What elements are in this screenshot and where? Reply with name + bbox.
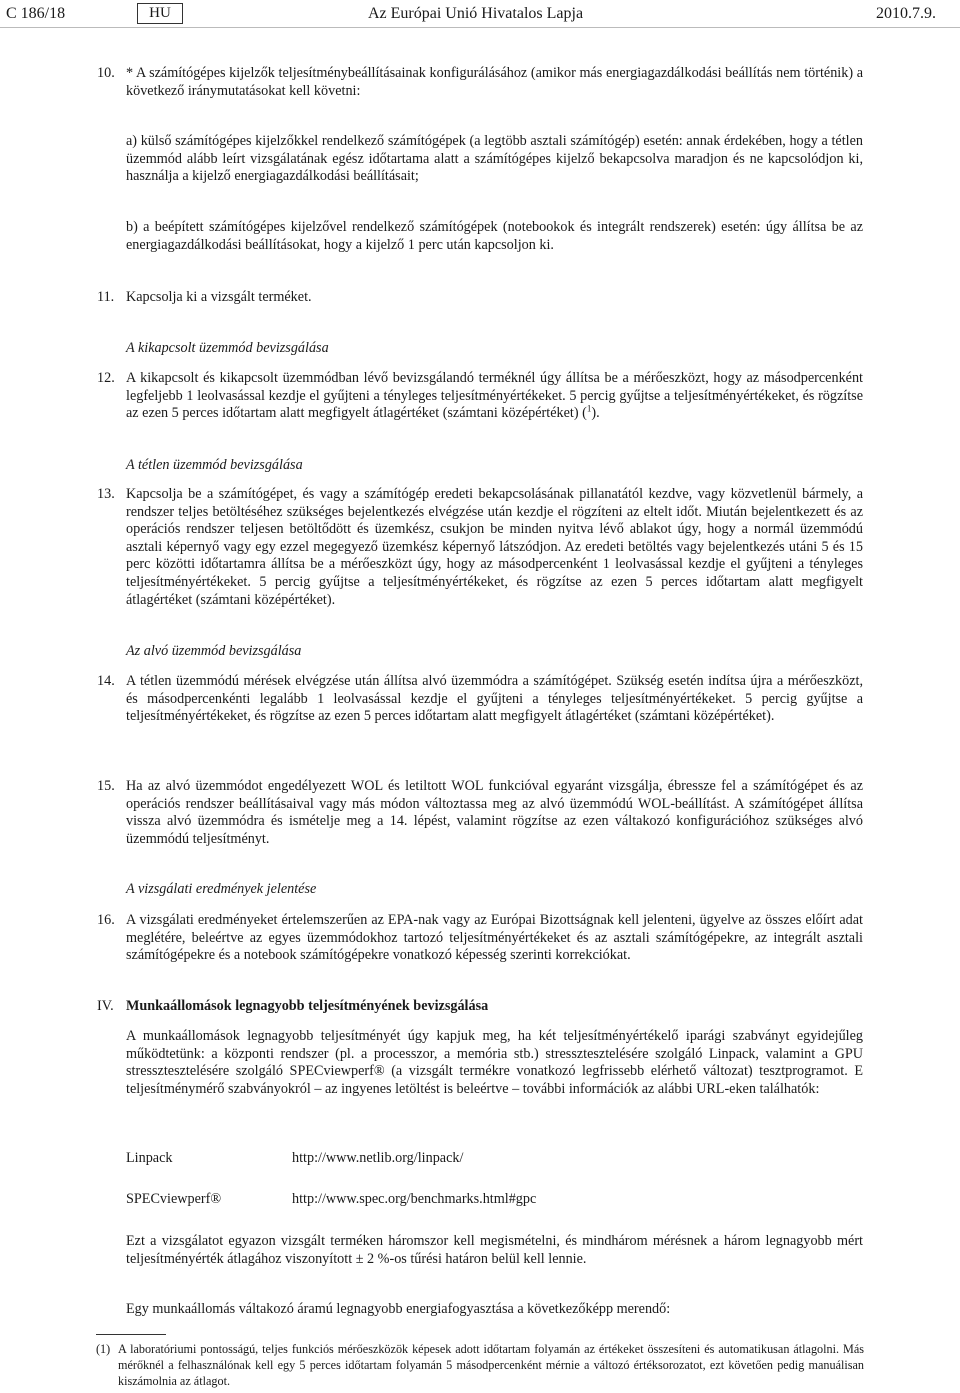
issue-date: 2010.7.9.	[876, 5, 936, 22]
item-10b-text: b) a beépített számítógépes kijelzővel rendelkező számítógépek (notebookok és integrált rendszerek) esetén: úgy állítsa be az energiagazdálkodási beállításokat, hogy a kijelző 1 perc után kapcsoljon ki.	[126, 219, 863, 253]
section-iv-repeat-text: Ezt a vizsgálatot egyazon vizsgált terméken háromszor kell megismételni, és mindhárom mérésnek a három legnagyobb mért teljesítményérték átlagához viszonyított ± 2 %-os tűrési határon belül kell lennie.	[126, 1233, 863, 1267]
section-iv-measure-text: Egy munkaállomás váltakozó áramú legnagyobb energiafogyasztása a következőképp merendő:	[126, 1301, 671, 1317]
section-iv-intro: A munkaállomások legnagyobb teljesítményét úgy kapjuk meg, ha két teljesítményértékelő iparági szabványt egyidejűleg működtetünk: a központi rendszer (pl. a processzor, a memória stb.) stressztesztelésére szolgáló Linpack, valamint a GPU stressztesztelésére szolgáló SPECviewperf® (a vizsgált termékre vonatkozó legfrissebb elérhető változat) tesztprogramot. E teljesítménymérő szabványokról – az ingyenes letöltést is beleértve – további információk az alábbi URL-eken találhatók:	[126, 1028, 863, 1097]
language-badge: HU	[137, 3, 183, 24]
heading-off-mode: A kikapcsolt üzemmód bevizsgálása	[126, 340, 329, 356]
item-number-16: 16.	[97, 912, 115, 928]
header-divider	[0, 27, 960, 28]
footnote-ref: 1	[586, 403, 592, 414]
item-number-13: 13.	[97, 486, 115, 502]
footnote-text: A laboratóriumi pontosságú, teljes funkciós mérőeszközök képesek adott időtartam folyamán az értékeket összesíteni és automatikusan átlagolni. Más mérőknél a felhasználónak kell egy 5 perces időtartam folyamán 5 másodpercenként mérnie a változó értéksorozatot, ezt követően pedig manuálisan kiszámolnia az átlagot.	[118, 1342, 864, 1388]
item-15-text: Ha az alvó üzemmódot engedélyezett WOL és letiltott WOL funkcióval egyaránt vizsgálja, ébressze fel a számítógépet és az operációs rendszer beállításaival vagy más módon változtassa meg az alvó üzemmódú WOL-beállítást. A számítógépet állítsa vissza alvó üzemmódra és ismételje meg a 14. lépést, valamint rögzítse az ezen váltakozó konfigurációhoz szükséges alvó üzemmódú teljesítményt.	[126, 778, 863, 847]
item-13-text: Kapcsolja be a számítógépet, és vagy a számítógép eredeti bekapcsolásának pillanatától kezdve, vagy közvetlenül bármely, a rendszer teljes betöltéséhez szükséges bejelentkezés elvégzése után kezdje el rögzíteni az eltelt időt. Miután bejelentkezett és az operációs rendszer teljesen betöltődött és üzemkész, csukjon be minden nyitva lévő ablakot úgy, hogy a normál üzemmódú asztali képernyő vagy egy ezzel megegyező üzemkész képernyő látszódjon. Az eredeti betöltés vagy bejelentkezés utáni 5 és 15 perc közötti időtartamra állítsa be a mérőeszközt úgy, hogy az másodpercenként 1 leolvasással kezdje el gyűjteni a tényleges teljesítményértékeket. 5 percig gyűjtse a teljesítményértékeket, és rögzítse az ezen 5 perces időtartam alatt megfigyelt átlagértéket (számtani középértéket).	[126, 486, 863, 608]
heading-sleep-mode: Az alvó üzemmód bevizsgálása	[126, 643, 302, 659]
footnote-divider	[96, 1334, 166, 1335]
item-number-15: 15.	[97, 778, 115, 794]
item-number-10: 10.	[97, 65, 115, 81]
item-11-text: Kapcsolja ki a vizsgált terméket.	[126, 289, 312, 305]
section-iv-title: Munkaállomások legnagyobb teljesítményének bevizsgálása	[126, 998, 489, 1014]
item-16-text: A vizsgálati eredményeket értelemszerűen az EPA-nak vagy az Európai Bizottságnak kell jelenteni, ügyelve az összes előírt adat meglétére, beleértve az egyes üzemmódokhoz tartozó teljesítményértékeket és az asztali számítógépekre, az integrált asztali számítógépekre és a notebook számítógépekre vonatkozó képesség szerinti korrekciókat.	[126, 912, 863, 964]
item-14-text: A tétlen üzemmódú mérések elvégzése után állítsa alvó üzemmódra a számítógépet. Szükség esetén indítsa újra a mérőeszközt, és másodpercenkénti legalább 1 leolvasással kezdje el gyűjteni a tényleges teljesítményértékeket. 5 percig gyűjtse a teljesítményértékeket, és rögzítse az ezen 5 perces időtartam alatt megfigyelt átlagértéket (számtani középértéket).	[126, 673, 863, 725]
link-label-specviewperf: SPECviewperf®	[126, 1191, 222, 1207]
page-number: C 186/18	[6, 5, 66, 22]
journal-title: Az Európai Unió Hivatalos Lapja	[368, 5, 584, 22]
section-number-iv: IV.	[97, 998, 114, 1014]
item-10-text: * A számítógépes kijelzők teljesítménybeállításainak konfigurálásához (amikor más energiagazdálkodási beállítás nem történik) a következő iránymutatásokat kell követni:	[126, 65, 863, 99]
heading-idle-mode: A tétlen üzemmód bevizsgálása	[126, 457, 303, 473]
item-number-11: 11.	[97, 289, 115, 305]
heading-test-report: A vizsgálati eredmények jelentése	[126, 881, 317, 897]
item-10a-text: a) külső számítógépes kijelzőkkel rendelkező számítógépek (a legtöbb asztali számítógép) esetén: annak érdekében, hogy a tétlen üzemmód alább leírt vizsgálatának egész időtartama alatt a számítógépes kijelző bekapcsolva maradjon és ne kapcsolódjon ki, használja a kijelző energiagazdálkodási beállításait;	[126, 133, 863, 185]
link-url-linpack[interactable]: http://www.netlib.org/linpack/	[292, 1150, 464, 1166]
page-header	[0, 3, 960, 25]
link-label-linpack: Linpack	[126, 1150, 173, 1166]
item-number-12: 12.	[97, 370, 115, 386]
footnote	[96, 1341, 864, 1389]
item-number-14: 14.	[97, 673, 115, 689]
item-12-text: A kikapcsolt és kikapcsolt üzemmódban lévő bevizsgálandó terméknél úgy állítsa be a mérőeszközt, hogy az másodpercenként legfeljebb 1 leolvasással kezdje el gyűjteni a tényleges teljesítményértékeket. 5 percig gyűjtse a teljesítményértékeket, és rögzítse az ezen 5 perces időtartam alatt megfigyelt átlagértéket (számtani középértéket) ($^1$).	[126, 370, 863, 422]
footnote-mark: (1)	[96, 1342, 111, 1356]
link-url-specviewperf[interactable]: http://www.spec.org/benchmarks.html#gpc	[292, 1191, 537, 1207]
